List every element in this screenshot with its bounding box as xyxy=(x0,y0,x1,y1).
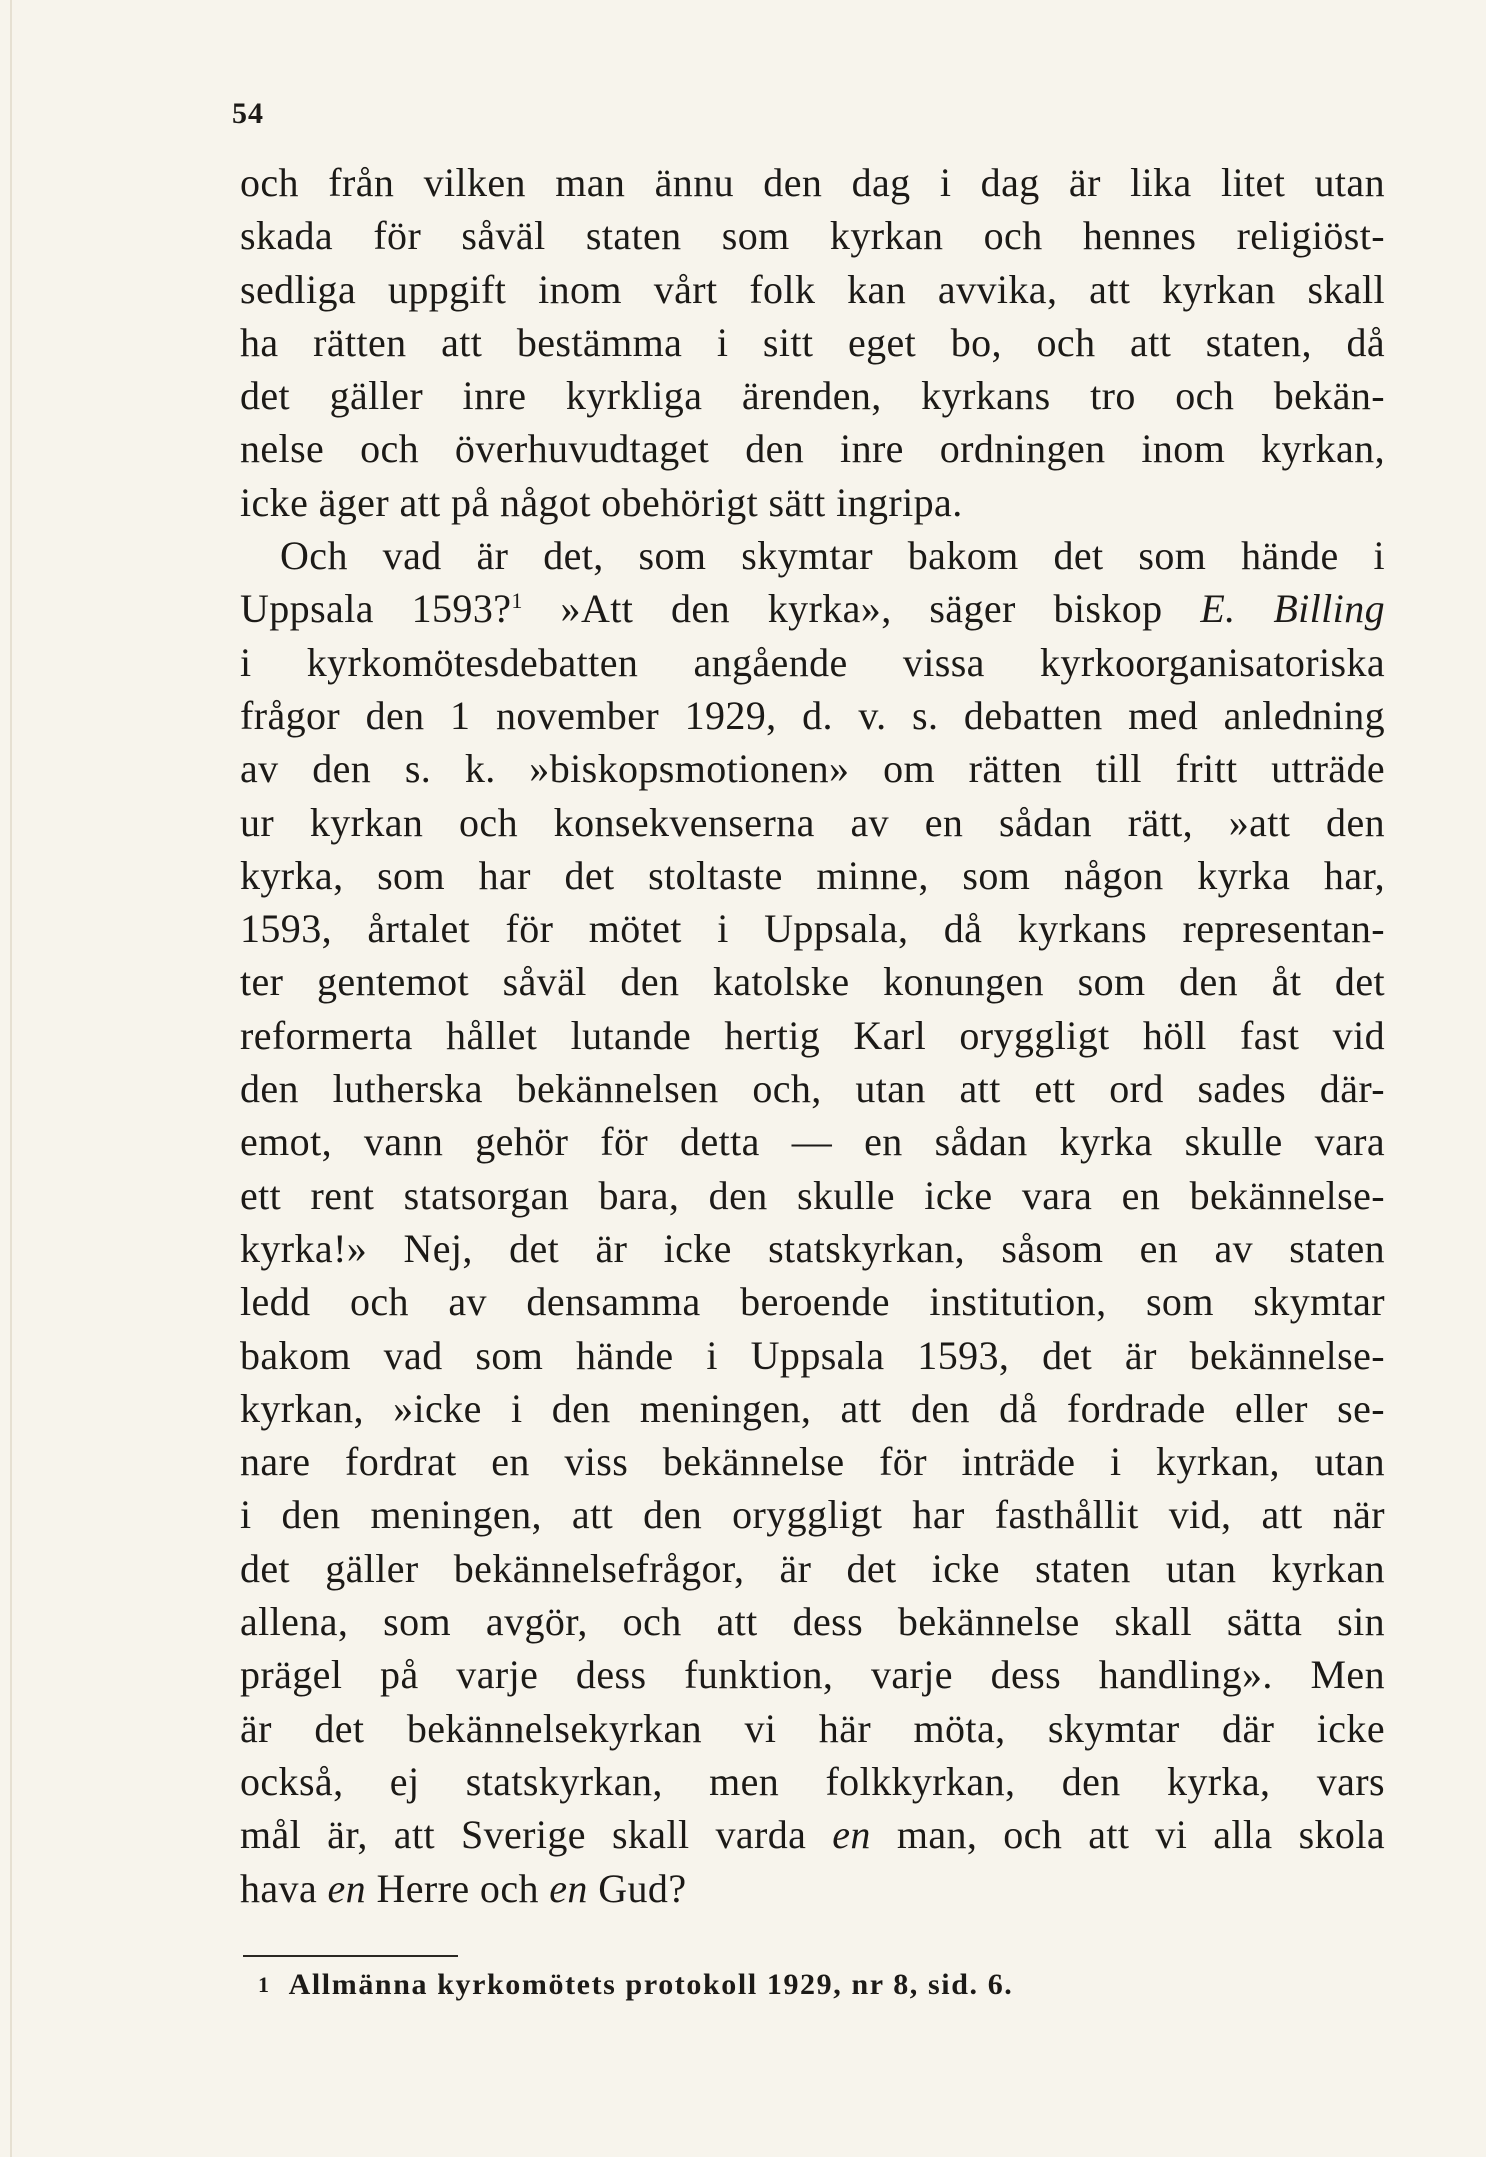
text-line: nelse och överhuvudtaget den inre ordningen inom kyrkan, xyxy=(240,426,1385,472)
text-span: Herre och xyxy=(366,1865,550,1911)
text-span: Uppsala 1593? xyxy=(240,586,512,632)
text-line xyxy=(240,1862,1385,1915)
text-span: hava xyxy=(240,1865,328,1911)
text-line: reformerta hållet lutande hertig Karl oryggligt höll fast vid xyxy=(240,1012,1385,1058)
text-line: i kyrkomötesdebatten angående vissa kyrkoorganisatoriska xyxy=(240,639,1385,685)
text-line: ur kyrkan och konsekvenserna av en sådan rätt, »att den xyxy=(240,799,1385,845)
footnote-reference: 1 xyxy=(511,588,523,614)
text-line: kyrka, som har det stoltaste minne, som någon kyrka har, xyxy=(240,852,1385,898)
text-line: ha rätten att bestämma i sitt eget bo, och att staten, då xyxy=(240,319,1385,365)
text-line: nare fordrat en viss bekännelse för inträde i kyrkan, utan xyxy=(240,1439,1385,1485)
text-line: kyrka!» Nej, det är icke statskyrkan, såsom en av staten xyxy=(240,1225,1385,1271)
text-line: bakom vad som hände i Uppsala 1593, det är bekännelse- xyxy=(240,1332,1385,1378)
footnote-rule xyxy=(243,1955,458,1957)
text-line: av den s. k. »biskopsmotionen» om rätten till fritt utträde xyxy=(240,746,1385,792)
text-line: är det bekännelsekyrkan vi här möta, skymtar där icke xyxy=(240,1705,1385,1751)
text-line: det gäller bekännelsefrågor, är det icke staten utan kyrkan xyxy=(240,1545,1385,1591)
text-line xyxy=(240,582,1385,635)
text-line: också, ej statskyrkan, men folkkyrkan, den kyrka, vars xyxy=(240,1758,1385,1804)
text-line: allena, som avgör, och att dess bekännelse skall sätta sin xyxy=(240,1599,1385,1645)
page-edge-line xyxy=(10,0,12,2157)
emphasis: en xyxy=(832,1812,871,1858)
text-line: i den meningen, att den oryggligt har fasthållit vid, att när xyxy=(240,1492,1385,1538)
text-span: man, och att vi alla skola xyxy=(870,1812,1386,1858)
footnote xyxy=(258,1965,1013,2005)
footnote-text: Allmänna kyrkomötets protokoll 1929, nr 8, sid. 6. xyxy=(288,1968,1014,2001)
text-span: mål är, att Sverige skall varda xyxy=(240,1812,833,1858)
text-line: ledd och av densamma beroende institution, som skymtar xyxy=(240,1279,1385,1325)
text-line: det gäller inre kyrkliga ärenden, kyrkans tro och bekän- xyxy=(240,373,1385,419)
author-name: E. Billing xyxy=(1200,586,1385,632)
text-line: prägel på varje dess funktion, varje dess handling». Men xyxy=(240,1652,1385,1698)
text-line xyxy=(240,1808,1385,1861)
footnote-marker: 1 xyxy=(258,1972,271,1997)
text-line: 1593, årtalet för mötet i Uppsala, då kyrkans representan- xyxy=(240,906,1385,952)
body-text xyxy=(240,156,1385,1915)
text-line: skada för såväl staten som kyrkan och hennes religiöst- xyxy=(240,213,1385,259)
text-line: Och vad är det, som skymtar bakom det som hände i xyxy=(280,533,1385,579)
text-line: ter gentemot såväl den katolske konungen som den åt det xyxy=(240,959,1385,1005)
text-line: kyrkan, »icke i den meningen, att den då fordrade eller se- xyxy=(240,1385,1385,1431)
text-span: Gud? xyxy=(587,1865,687,1911)
emphasis: en xyxy=(327,1865,367,1911)
page-number: 54 xyxy=(232,97,264,130)
text-line: ett rent statsorgan bara, den skulle icke vara en bekännelse- xyxy=(240,1172,1385,1218)
text-line: emot, vann gehör för detta — en sådan kyrka skulle vara xyxy=(240,1119,1385,1165)
text-line: frågor den 1 november 1929, d. v. s. debatten med anledning xyxy=(240,692,1385,738)
text-span: »Att den kyrka», säger biskop xyxy=(522,586,1201,632)
emphasis: en xyxy=(549,1865,588,1911)
text-line: sedliga uppgift inom vårt folk kan avvika, att kyrkan skall xyxy=(240,266,1385,312)
text-line: icke äger att på något obehörigt sätt ingripa. xyxy=(240,479,963,525)
text-line: den lutherska bekännelsen och, utan att ett ord sades där- xyxy=(240,1066,1385,1112)
text-line: och från vilken man ännu den dag i dag är lika litet utan xyxy=(240,160,1385,205)
